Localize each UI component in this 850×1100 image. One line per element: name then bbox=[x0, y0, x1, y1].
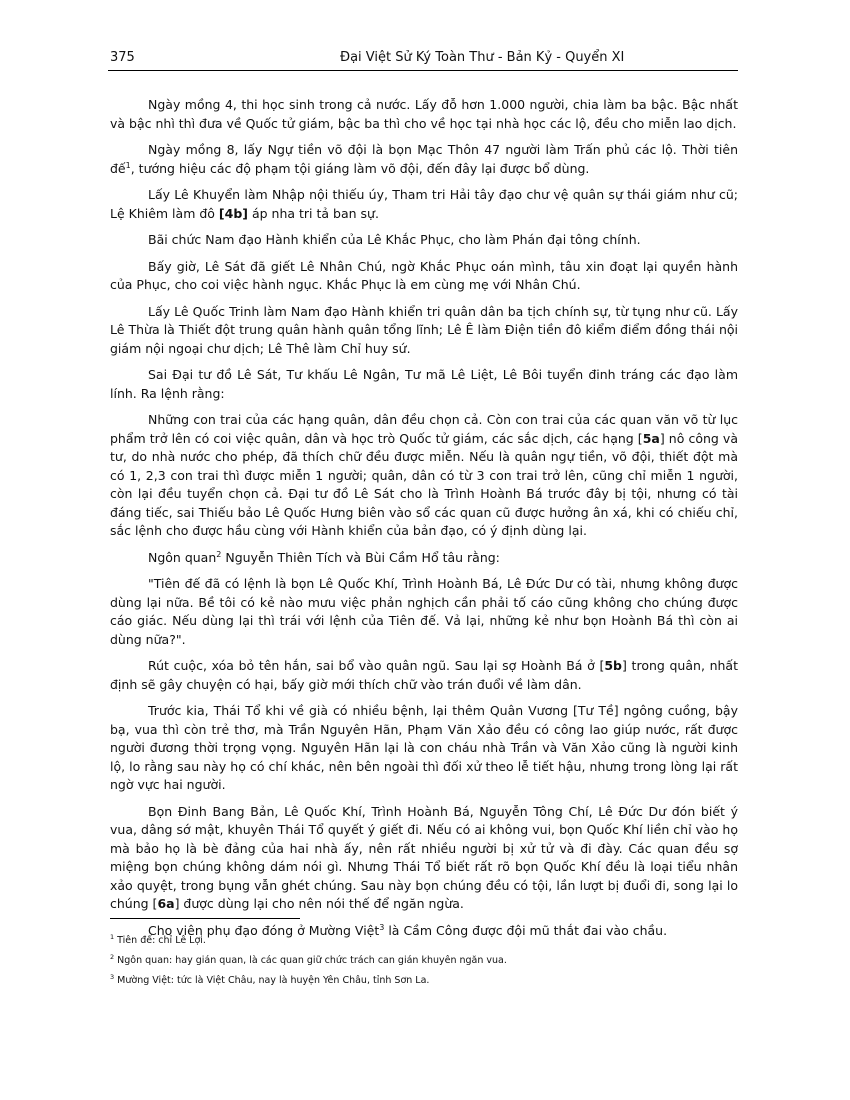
paragraph: Những con trai của các hạng quân, dân đều chọn cả. Còn con trai của các quan văn võ từ lục phẩm trở lên có coi việc quân, dân và học trò Quốc tử giám, các sắc dịch, các hạng [5a] nô công và tư, do nhà nước cho phép, đã thích chữ đều được miễn. Nếu là quân ngự tiền, võ đội, thiết đột mà có 1, 2,3 con trai thì được miễn 1 người; quân, dân có từ 3 con trai trở lên, cũng chỉ miễn 1 người, còn lại đều tuyển chọn cả. Đại tư đồ Lê Sát cho là Trình Hoành Bá trước đây bị tội, nhưng có tài đáng tiếc, sai Thiếu bảo Lê Quốc Hưng biên vào sổ các quan cũ được hưởng ân xá, khi có chiếu chỉ, sắc lệnh cho được hầu cùng với Hành khiển của bản đạo, có ý định dùng lại. bbox=[110, 412, 738, 538]
paragraph: Rút cuộc, xóa bỏ tên hắn, sai bổ vào quân ngũ. Sau lại sợ Hoành Bá ở [5b] trong quân, nhất định sẽ gây chuyện có hại, bấy giờ mới thích chữ vào trán đuổi về làm dân. bbox=[110, 658, 738, 692]
folio-marker: 5a bbox=[642, 430, 660, 446]
paragraph: Lấy Lê Khuyển làm Nhập nội thiếu úy, Tham tri Hải tây đạo chư vệ quân sự thái giám như cũ; Lệ Khiêm làm đô [4b] áp nha tri tả ban sự. bbox=[110, 187, 738, 221]
paragraph: Sai Đại tư đồ Lê Sát, Tư khấu Lê Ngân, Tư mã Lê Liệt, Lê Bôi tuyển đinh tráng các đạo làm lính. Ra lệnh rằng: bbox=[110, 367, 738, 401]
footnotes bbox=[110, 934, 738, 994]
body-text bbox=[110, 96, 738, 948]
paragraph: Lấy Lê Quốc Trinh làm Nam đạo Hành khiển tri quân dân ba tịch chính sự, từ tụng như cũ. Lấy Lê Thừa là Thiết đột trung quân hành quân tổng lĩnh; Lê Ê làm Điện tiền đô kiểm điểm đồng thái nội giám nội ngoại chư dịch; Lê Thê làm Chỉ huy sứ. bbox=[110, 303, 738, 356]
paragraph: Cho viên phụ đạo đóng ở Mường Việt$^3$ là Cầm Công được đội mũ thắt đai vào chầu. bbox=[148, 922, 668, 938]
footnote: $^1$ Tiên đế: chỉ Lê Lợi. bbox=[110, 932, 206, 946]
page-number: 375 bbox=[110, 50, 135, 65]
footnote-rule bbox=[110, 918, 300, 919]
footnote: $^3$ Mường Việt: tức là Việt Châu, nay là huyện Yên Châu, tỉnh Sơn La. bbox=[110, 972, 430, 986]
footnote-ref: 3 bbox=[379, 922, 385, 932]
paragraph: "Tiên đế đã có lệnh là bọn Lê Quốc Khí, Trình Hoành Bá, Lê Đức Dư có tài, nhưng không được dùng lại nữa. Bề tôi có kẻ nào mưu việc phản nghịch cần phải tố cáo cũng không cho chúng được cáo giác. Nếu dùng lại thì trái với lệnh của Tiên đế. Vả lại, những kẻ như bọn Hoành Bá thì còn ai dùng nữa?". bbox=[110, 576, 738, 647]
running-title: Đại Việt Sử Ký Toàn Thư - Bản Kỷ - Quyển XI bbox=[340, 50, 625, 65]
paragraph: Bọn Đinh Bang Bản, Lê Quốc Khí, Trình Hoành Bá, Nguyễn Tông Chí, Lê Đức Dư đón biết ý vua, dâng sớ mật, khuyên Thái Tổ quyết ý giết đi. Nếu có ai không vui, bọn Quốc Khí liền chỉ vào họ mà bảo họ là bè đảng của hai nhà ấy, nên rất nhiều người bị xử tử và đi đày. Các quan đều sợ miệng bọn chúng không dám nói gì. Nhưng Thái Tổ biết rất rõ bọn Quốc Khí đều là loại tiểu nhân xảo quyệt, trong bụng vẫn ghét chúng. Sau này bọn chúng đều có tội, lần lượt bị đuổi đi, song lại lo chúng [6a] được dùng lại cho nên nói thế để ngăn ngừa. bbox=[110, 803, 738, 911]
paragraph: Ngày mồng 4, thi học sinh trong cả nước. Lấy đỗ hơn 1.000 người, chia làm ba bậc. Bậc nhất và bậc nhì thì đưa về Quốc tử giám, bậc ba thì cho về học tại nhà học các lộ, đều cho miễn lao dịch. bbox=[110, 97, 738, 131]
folio-marker: [4b] bbox=[218, 205, 248, 221]
paragraph: Ngôn quan$^2$ Nguyễn Thiên Tích và Bùi Cầm Hổ tâu rằng: bbox=[148, 549, 500, 565]
footnote: $^2$ Ngôn quan: hay gián quan, là các quan giữ chức trách can gián khuyên ngăn vua. bbox=[110, 952, 507, 966]
paragraph: Bấy giờ, Lê Sát đã giết Lê Nhân Chú, ngờ Khắc Phục oán mình, tâu xin đoạt lại quyền hành của Phục, cho coi việc hành ngục. Khắc Phục là em cùng mẹ với Nhân Chú. bbox=[110, 258, 738, 292]
paragraph: Bãi chức Nam đạo Hành khiển của Lê Khắc Phục, cho làm Phán đại tông chính. bbox=[148, 232, 641, 247]
paragraph: Trước kia, Thái Tổ khi về già có nhiều bệnh, lại thêm Quân Vương [Tư Tề] ngông cuồng, bậy bạ, vua thì còn trẻ thơ, mà Trần Nguyên Hãn, Phạm Văn Xảo đều có công lao giúp nước, rất được người đương thời trọng vọng. Nguyên Hãn lại là con cháu nhà Trần và Văn Xảo cũng là người kinh lộ, lo rằng sau này họ có chí khác, nên bên ngoài thì đối xử theo lễ tiết hậu, nhưng trong lòng lại rất ngờ vực hai người. bbox=[110, 703, 738, 792]
page-header bbox=[108, 48, 738, 71]
footnote-ref: 1 bbox=[125, 160, 131, 170]
folio-marker: 5b bbox=[604, 658, 622, 673]
footnote-ref: 2 bbox=[216, 549, 222, 559]
paragraph: Ngày mồng 8, lấy Ngự tiền võ đội là bọn Mạc Thôn 47 người làm Trấn phủ các lộ. Thời tiên đế$^1$, tướng hiệu các độ phạm tội giáng làm võ đội, đến đây lại được bổ dùng. bbox=[110, 142, 738, 176]
folio-marker: 6a bbox=[157, 896, 175, 911]
